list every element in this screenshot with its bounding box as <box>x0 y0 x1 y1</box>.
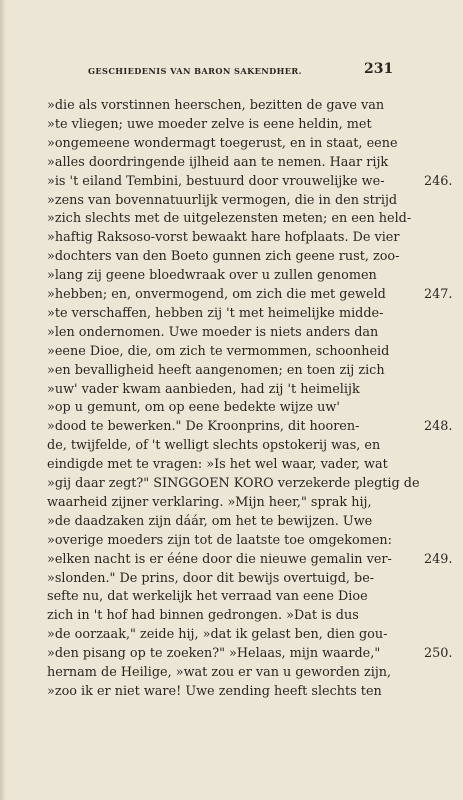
text-line: zich in 't hof had binnen gedrongen. »Dat is dus <box>47 608 359 624</box>
text-line: »hebben; en, onvermogend, om zich die met geweld <box>47 287 386 302</box>
text-line: »len ondernomen. Uwe moeder is niets anders dan <box>47 324 379 340</box>
text-line: »alles doordringende ijlheid aan te nemen. Haar rijk <box>47 154 389 170</box>
text-line: de, twijfelde, of 't welligt slechts opstokerij was, en <box>47 438 381 454</box>
text-line: »den pisang op te zoeken?" »Helaas, mijn waarde," <box>47 646 381 662</box>
text-line: »uw' vader kwam aanbieden, had zij 't heimelijk <box>47 381 360 397</box>
text-line: »eene Dioe, die, om zich te vermommen, schoonheid <box>47 343 390 359</box>
text-line: »elken nacht is er ééne door die nieuwe gemalin ver- <box>47 551 392 567</box>
text-line: »en bevalligheid heeft aangenomen; en toen zij zich <box>47 362 385 378</box>
margin-verse-number: 247. <box>424 287 453 302</box>
text-line: »overige moeders zijn tot de laatste toe omgekomen: <box>47 532 392 548</box>
text-line: »de oorzaak," zeide hij, »dat ik gelast ben, dien gou- <box>47 627 388 643</box>
text-line: »is 't eiland Tembini, bestuurd door vrouwelijke we- <box>47 173 385 189</box>
text-line: »te verschaffen, hebben zij 't met heimelijke midde- <box>47 305 384 321</box>
text-line: hernam de Heilige, »wat zou er van u geworden zijn, <box>47 665 392 680</box>
page-number: 231 <box>364 61 394 77</box>
text-line: »zens van bovennatuurlijk vermogen, die in den strijd <box>47 192 398 208</box>
text-line: »slonden." De prins, door dit bewijs overtuigd, be- <box>47 570 375 586</box>
text-line: »te vliegen; uwe moeder zelve is eene heldin, met <box>47 116 372 132</box>
page-gutter-shadow <box>0 0 6 800</box>
text-line: »dochters van den Boeto gunnen zich geene rust, zoo- <box>47 249 400 265</box>
text-line: sefte nu, dat werkelijk het verraad van eene Dioe <box>47 589 368 605</box>
text-line: »ongemeene wondermagt toegerust, en in staat, eene <box>47 135 398 151</box>
text-line: »lang zij geene bloedwraak over u zullen genomen <box>47 268 377 284</box>
text-line: »op u gemunt, om op eene bedekte wijze uw' <box>47 400 340 416</box>
text-line: »haftig Raksoso-vorst bewaakt hare hofplaats. De vier <box>47 230 400 246</box>
text-line: eindigde met te vragen: »Is het wel waar, vader, wat <box>47 457 388 473</box>
text-line: »die als vorstinnen heerschen, bezitten de gave van <box>47 98 385 113</box>
text-line: »gij daar zegt?" SINGGOEN KORO verzekerde plegtig de <box>47 476 420 491</box>
text-line: »zich slechts met de uitgelezensten meten; en een held- <box>47 211 412 227</box>
margin-verse-number: 246. <box>424 173 453 189</box>
margin-verse-number: 250. <box>424 646 453 662</box>
text-line: »zoo ik er niet ware! Uwe zending heeft slechts ten <box>47 683 382 699</box>
margin-verse-number: 249. <box>424 551 453 567</box>
text-line: »dood te bewerken." De Kroonprins, dit hooren- <box>47 419 360 435</box>
margin-verse-number: 248. <box>424 419 453 435</box>
text-line: »de daadzaken zijn dáár, om het te bewijzen. Uwe <box>47 513 373 529</box>
running-header: GESCHIEDENIS VAN BARON SAKENDHER. <box>88 66 302 76</box>
text-line: waarheid zijner verklaring. »Mijn heer," sprak hij, <box>47 494 372 510</box>
